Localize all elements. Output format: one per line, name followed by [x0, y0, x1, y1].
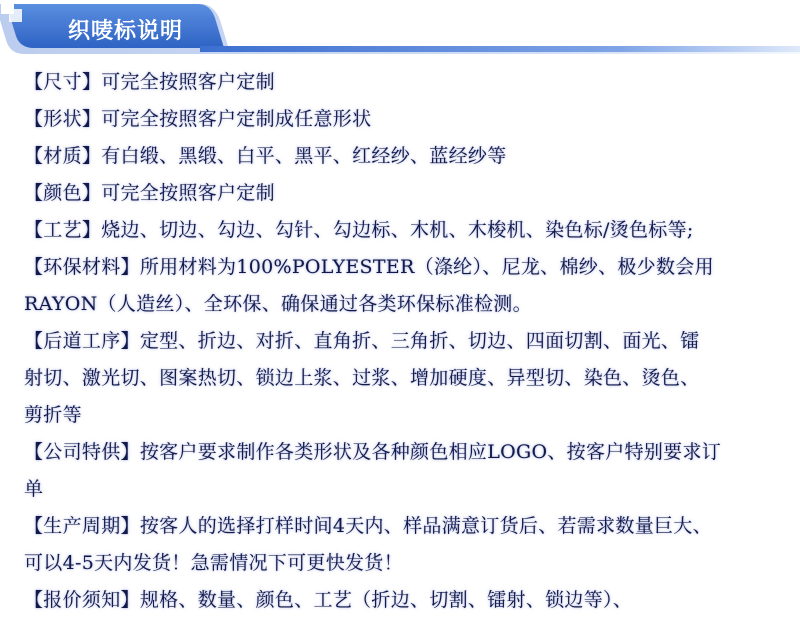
description-text [24, 64, 784, 619]
section-label: 【工艺】 [24, 219, 102, 241]
line-text: RAYON（人造丝）、全环保、确保通过各类环保标准检测。 [24, 293, 532, 315]
text-line [24, 175, 784, 212]
line-text: 烧边、切边、勾边、勾针、勾边标、木机、木梭机、染色标/烫色标等; [101, 219, 694, 241]
section-label: 【生产周期】 [24, 515, 140, 537]
line-text: 单 [24, 478, 44, 500]
section-label: 【后道工序】 [24, 330, 140, 352]
section-header [0, 0, 800, 64]
line-text: 按客户要求制作各类形状及各种颜色相应LOGO、按客户特别要求订 [139, 441, 722, 463]
text-line [24, 249, 784, 286]
line-text: 射切、激光切、图案热切、锁边上浆、过浆、增加硬度、异型切、染色、烫色、 [24, 367, 700, 389]
text-line [24, 212, 784, 249]
text-line [24, 545, 784, 582]
text-line [24, 138, 784, 175]
line-text: 定型、折边、对折、直角折、三角折、切边、四面切割、面光、镭 [139, 330, 700, 352]
text-line [24, 64, 784, 101]
line-text: 所用材料为100%POLYESTER（涤纶）、尼龙、棉纱、极少数会用 [139, 256, 714, 278]
section-label: 【尺寸】 [24, 71, 102, 93]
section-label: 【颜色】 [24, 182, 102, 204]
line-text: 剪折等 [24, 404, 82, 426]
squares-icon [0, 0, 26, 26]
section-label: 【公司特供】 [24, 441, 140, 463]
text-line [24, 286, 784, 323]
text-line [24, 434, 784, 471]
text-line [24, 101, 784, 138]
section-label: 【环保材料】 [24, 256, 140, 278]
text-line [24, 397, 784, 434]
line-text: 规格、数量、颜色、工艺（折边、切割、镭射、锁边等）、 [139, 589, 633, 611]
text-line [24, 582, 784, 619]
text-line [24, 360, 784, 397]
text-line [24, 323, 784, 360]
section-label: 【形状】 [24, 108, 102, 130]
line-text: 有白缎、黑缎、白平、黑平、红经纱、蓝经纱等 [101, 145, 507, 167]
line-text: 可完全按照客户定制 [101, 182, 275, 204]
text-line [24, 508, 784, 545]
line-text: 按客人的选择打样时间4天内、样品满意订货后、若需求数量巨大、 [139, 515, 712, 537]
text-line [24, 471, 784, 508]
page-title: 织唛标说明 [68, 19, 184, 44]
section-label: 【材质】 [24, 145, 102, 167]
line-text: 可完全按照客户定制成任意形状 [101, 108, 372, 130]
section-label: 【报价须知】 [24, 589, 140, 611]
line-text: 可完全按照客户定制 [101, 71, 275, 93]
line-text: 可以4-5天内发货！急需情况下可更快发货！ [24, 552, 403, 574]
